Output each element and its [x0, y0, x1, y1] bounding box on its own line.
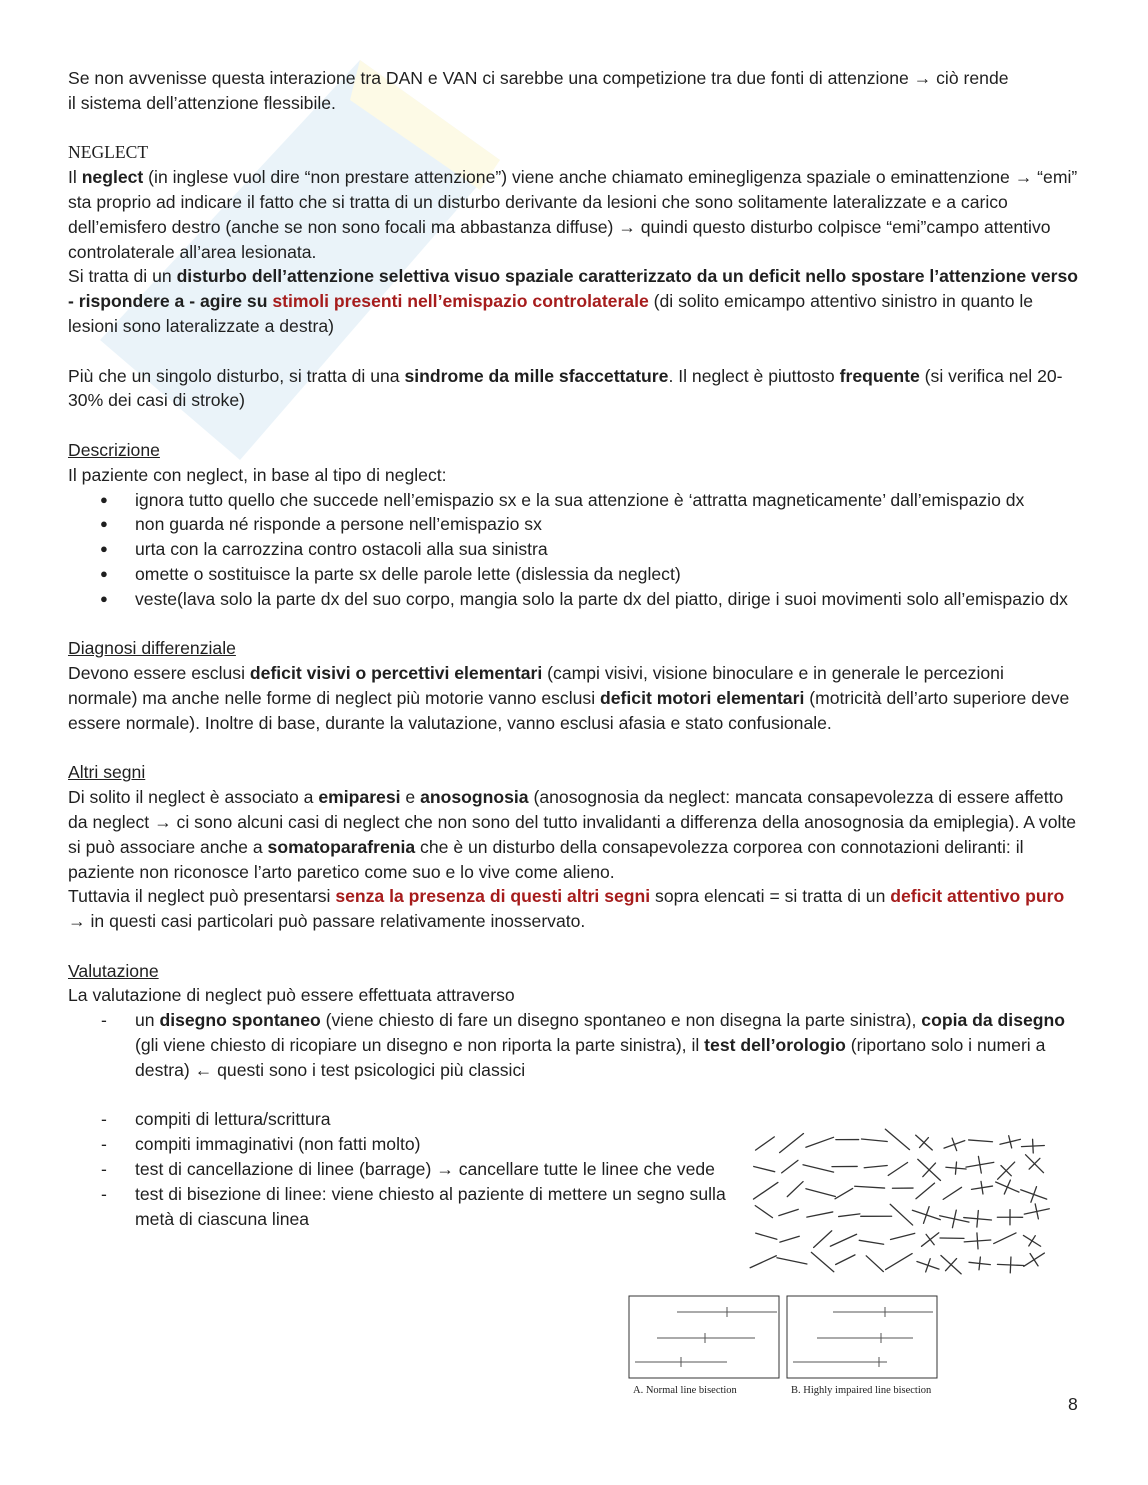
cancellation-line — [756, 1233, 777, 1239]
page-number: 8 — [1068, 1394, 1078, 1414]
bisection-panel-normal — [629, 1296, 779, 1378]
cancellation-mark — [977, 1233, 978, 1249]
cancellation-line — [756, 1137, 775, 1150]
cancellation-line — [916, 1183, 935, 1199]
cancellation-line — [830, 1234, 856, 1246]
altri-segni-paragraph-1: Di solito il neglect è associato a emiparesi e anosognosia (anosognosia da neglect: mancata consapevolezza di essere affetto da neglect → ci sono alcuni casi di neglect che non sono del tutto invalidanti a differenza della anosognosia da emiplegia). A volte si può associare anche a somatoparafrenia che è un disturbo della consapevolezza corporea con connotazioni deliranti: il paziente non riconosce l’arto paretico come suo e lo vive come alieno. — [68, 787, 1077, 882]
bisection-panel-impaired — [787, 1296, 937, 1378]
list-item: ● omette o sostituisce la parte sx delle parole lette (dislessia da neglect) — [68, 562, 1078, 587]
cancellation-line — [839, 1214, 860, 1217]
cancellation-mark — [1010, 1257, 1011, 1273]
list-item: ● urta con la carrozzina contro ostacoli alla sua sinistra — [68, 537, 1078, 562]
cancellation-line — [835, 1188, 853, 1198]
cancellation-line — [803, 1165, 834, 1172]
cancellation-line — [782, 1160, 798, 1173]
cancellation-line — [777, 1258, 807, 1264]
cancellation-line — [885, 1129, 909, 1149]
altri-segni-heading: Altri segni — [68, 762, 146, 783]
list-item: - compiti immaginativi (non fatti molto) — [68, 1132, 728, 1157]
list-item: - test di bisezione di linee: viene chiesto al paziente di mettere un segno sulla metà di ciascuna linea — [68, 1182, 728, 1232]
list-item: ● ignora tutto quello che succede nell’emispazio sx e la sua attenzione è ‘attratta magneticamente’ dall’emispazio dx — [68, 488, 1078, 513]
list-item: ● non guarda né risponde a persone nell’emispazio sx — [68, 512, 1078, 537]
cancellation-line — [994, 1233, 1016, 1244]
valutazione-list-2 — [68, 1107, 728, 1231]
descrizione-heading: Descrizione — [68, 439, 160, 460]
cancellation-line — [814, 1231, 832, 1248]
list-item: - compiti di lettura/scrittura — [68, 1107, 728, 1132]
cancellation-line — [806, 1137, 834, 1147]
cancellation-line — [855, 1186, 885, 1188]
valutazione-list — [68, 1008, 1078, 1082]
cancellation-mark — [1004, 1180, 1010, 1194]
cancellation-line — [888, 1162, 907, 1175]
list-item: ● veste(lava solo la parte dx del suo corpo, mangia solo la parte dx del piatto, dirige i suoi movimenti solo all’emispazio dx — [68, 587, 1078, 612]
cancellation-line — [969, 1140, 993, 1142]
neglect-paragraph-3: Più che un singolo disturbo, si tratta di una sindrome da mille sfaccettature. Il neglect è piuttosto frequente (si verifica nel 20-30% dei casi di stroke) — [68, 365, 1063, 411]
cancellation-line — [866, 1256, 883, 1272]
cancellation-mark — [1029, 1236, 1036, 1246]
document-page — [68, 66, 1078, 1231]
list-item: - test di cancellazione di linee (barrage) → cancellare tutte le linee che vede — [68, 1157, 728, 1182]
cancellation-mark — [1030, 1254, 1038, 1266]
cancellation-line — [864, 1165, 887, 1167]
valutazione-lead: La valutazione di neglect può essere effettuata attraverso — [68, 985, 515, 1006]
cancellation-line — [754, 1182, 778, 1199]
cancellation-line — [807, 1212, 833, 1217]
intro-line-2: il sistema dell’attenzione flessibile. — [68, 92, 336, 113]
altri-segni-paragraph-2: Tuttavia il neglect può presentarsi senza la presenza di questi altri segni sopra elencati = si tratta di un deficit attentivo puro → in questi casi particolari può passare relativamente inosservato. — [68, 886, 1065, 932]
neglect-paragraph-2: Si tratta di un disturbo dell’attenzione selettiva visuo spaziale caratterizzato da un deficit nello spostare l’attenzione verso - rispondere a - agire su stimoli presenti nell’emispazio controlaterale (di solito emicampo attentivo sinistro in quanto le lesioni sono lateralizzate a destra) — [68, 266, 1078, 336]
descrizione-list — [68, 488, 1078, 612]
cancellation-line — [755, 1206, 772, 1218]
cancellation-line — [943, 1187, 961, 1199]
cancellation-mark — [1033, 1139, 1034, 1153]
line-cancellation-figure — [747, 1127, 1055, 1275]
cancellation-line — [886, 1254, 913, 1270]
cancellation-line — [891, 1233, 915, 1239]
cancellation-line — [811, 1252, 833, 1271]
cancellation-line — [862, 1139, 888, 1141]
valutazione-heading: Valutazione — [68, 960, 159, 981]
cancellation-line — [750, 1256, 776, 1268]
bisection-caption-a: A. Normal line bisection — [633, 1385, 737, 1396]
line-bisection-figure — [627, 1294, 963, 1398]
diagnosi-heading: Diagnosi differenziale — [68, 638, 236, 659]
cancellation-line — [754, 1166, 775, 1171]
descrizione-lead: Il paziente con neglect, in base al tipo di neglect: — [68, 464, 447, 485]
bisection-caption-b: B. Highly impaired line bisection — [791, 1385, 932, 1396]
cancellation-line — [779, 1209, 798, 1215]
cancellation-mark — [979, 1257, 980, 1270]
cancellation-line — [806, 1189, 835, 1197]
diagnosi-paragraph: Devono essere esclusi deficit visivi o percettivi elementari (campi visivi, visione binoculare e in generale le percezioni normale) ma anche nelle forme di neglect più motorie vanno esclusi deficit motori elementari (motricità dell’arto superiore deve essere normale). Inoltre di base, durante la valutazione, vanno esclusi afasia e stato confusionale. — [68, 663, 1070, 733]
neglect-paragraph-1: Il neglect (in inglese vuol dire “non prestare attenzione”) viene anche chiamato eminegligenza spaziale o eminattenzione → “emi” sta proprio ad indicare il fatto che si tratta di un disturbo derivante da lesioni che sono solitamente lateralizzate e a carico dell’emisfero destro (anche se non sono focali ma abbastanza diffuse) → quindi questo disturbo colpisce “emi”campo attentivo controlaterale all’area lesionata. — [68, 167, 1078, 262]
neglect-heading: NEGLECT — [68, 142, 149, 163]
intro-line-1: Se non avvenisse questa interazione tra DAN e VAN ci sarebbe una competizione tra due fonti di attenzione → ciò rende — [68, 68, 1009, 88]
cancellation-mark — [926, 1234, 934, 1244]
cancellation-line — [787, 1182, 803, 1197]
cancellation-line — [890, 1204, 912, 1225]
cancellation-mark — [1031, 1187, 1037, 1203]
cancellation-line — [836, 1255, 855, 1265]
cancellation-line — [780, 1236, 799, 1242]
cancellation-line — [859, 1240, 883, 1244]
cancellation-line — [780, 1134, 804, 1153]
cancellation-mark — [955, 1162, 956, 1174]
list-item: - un disegno spontaneo (viene chiesto di fare un disegno spontaneo e non disegna la parte sinistra), copia da disegno (gli viene chiesto di ricopiare un disegno e non riporta la parte sinistra), il test dell’orologio (riportano solo i numeri a destra) ← questi sono i test psicologici più classici — [68, 1008, 1078, 1082]
cancellation-mark — [977, 1210, 978, 1227]
